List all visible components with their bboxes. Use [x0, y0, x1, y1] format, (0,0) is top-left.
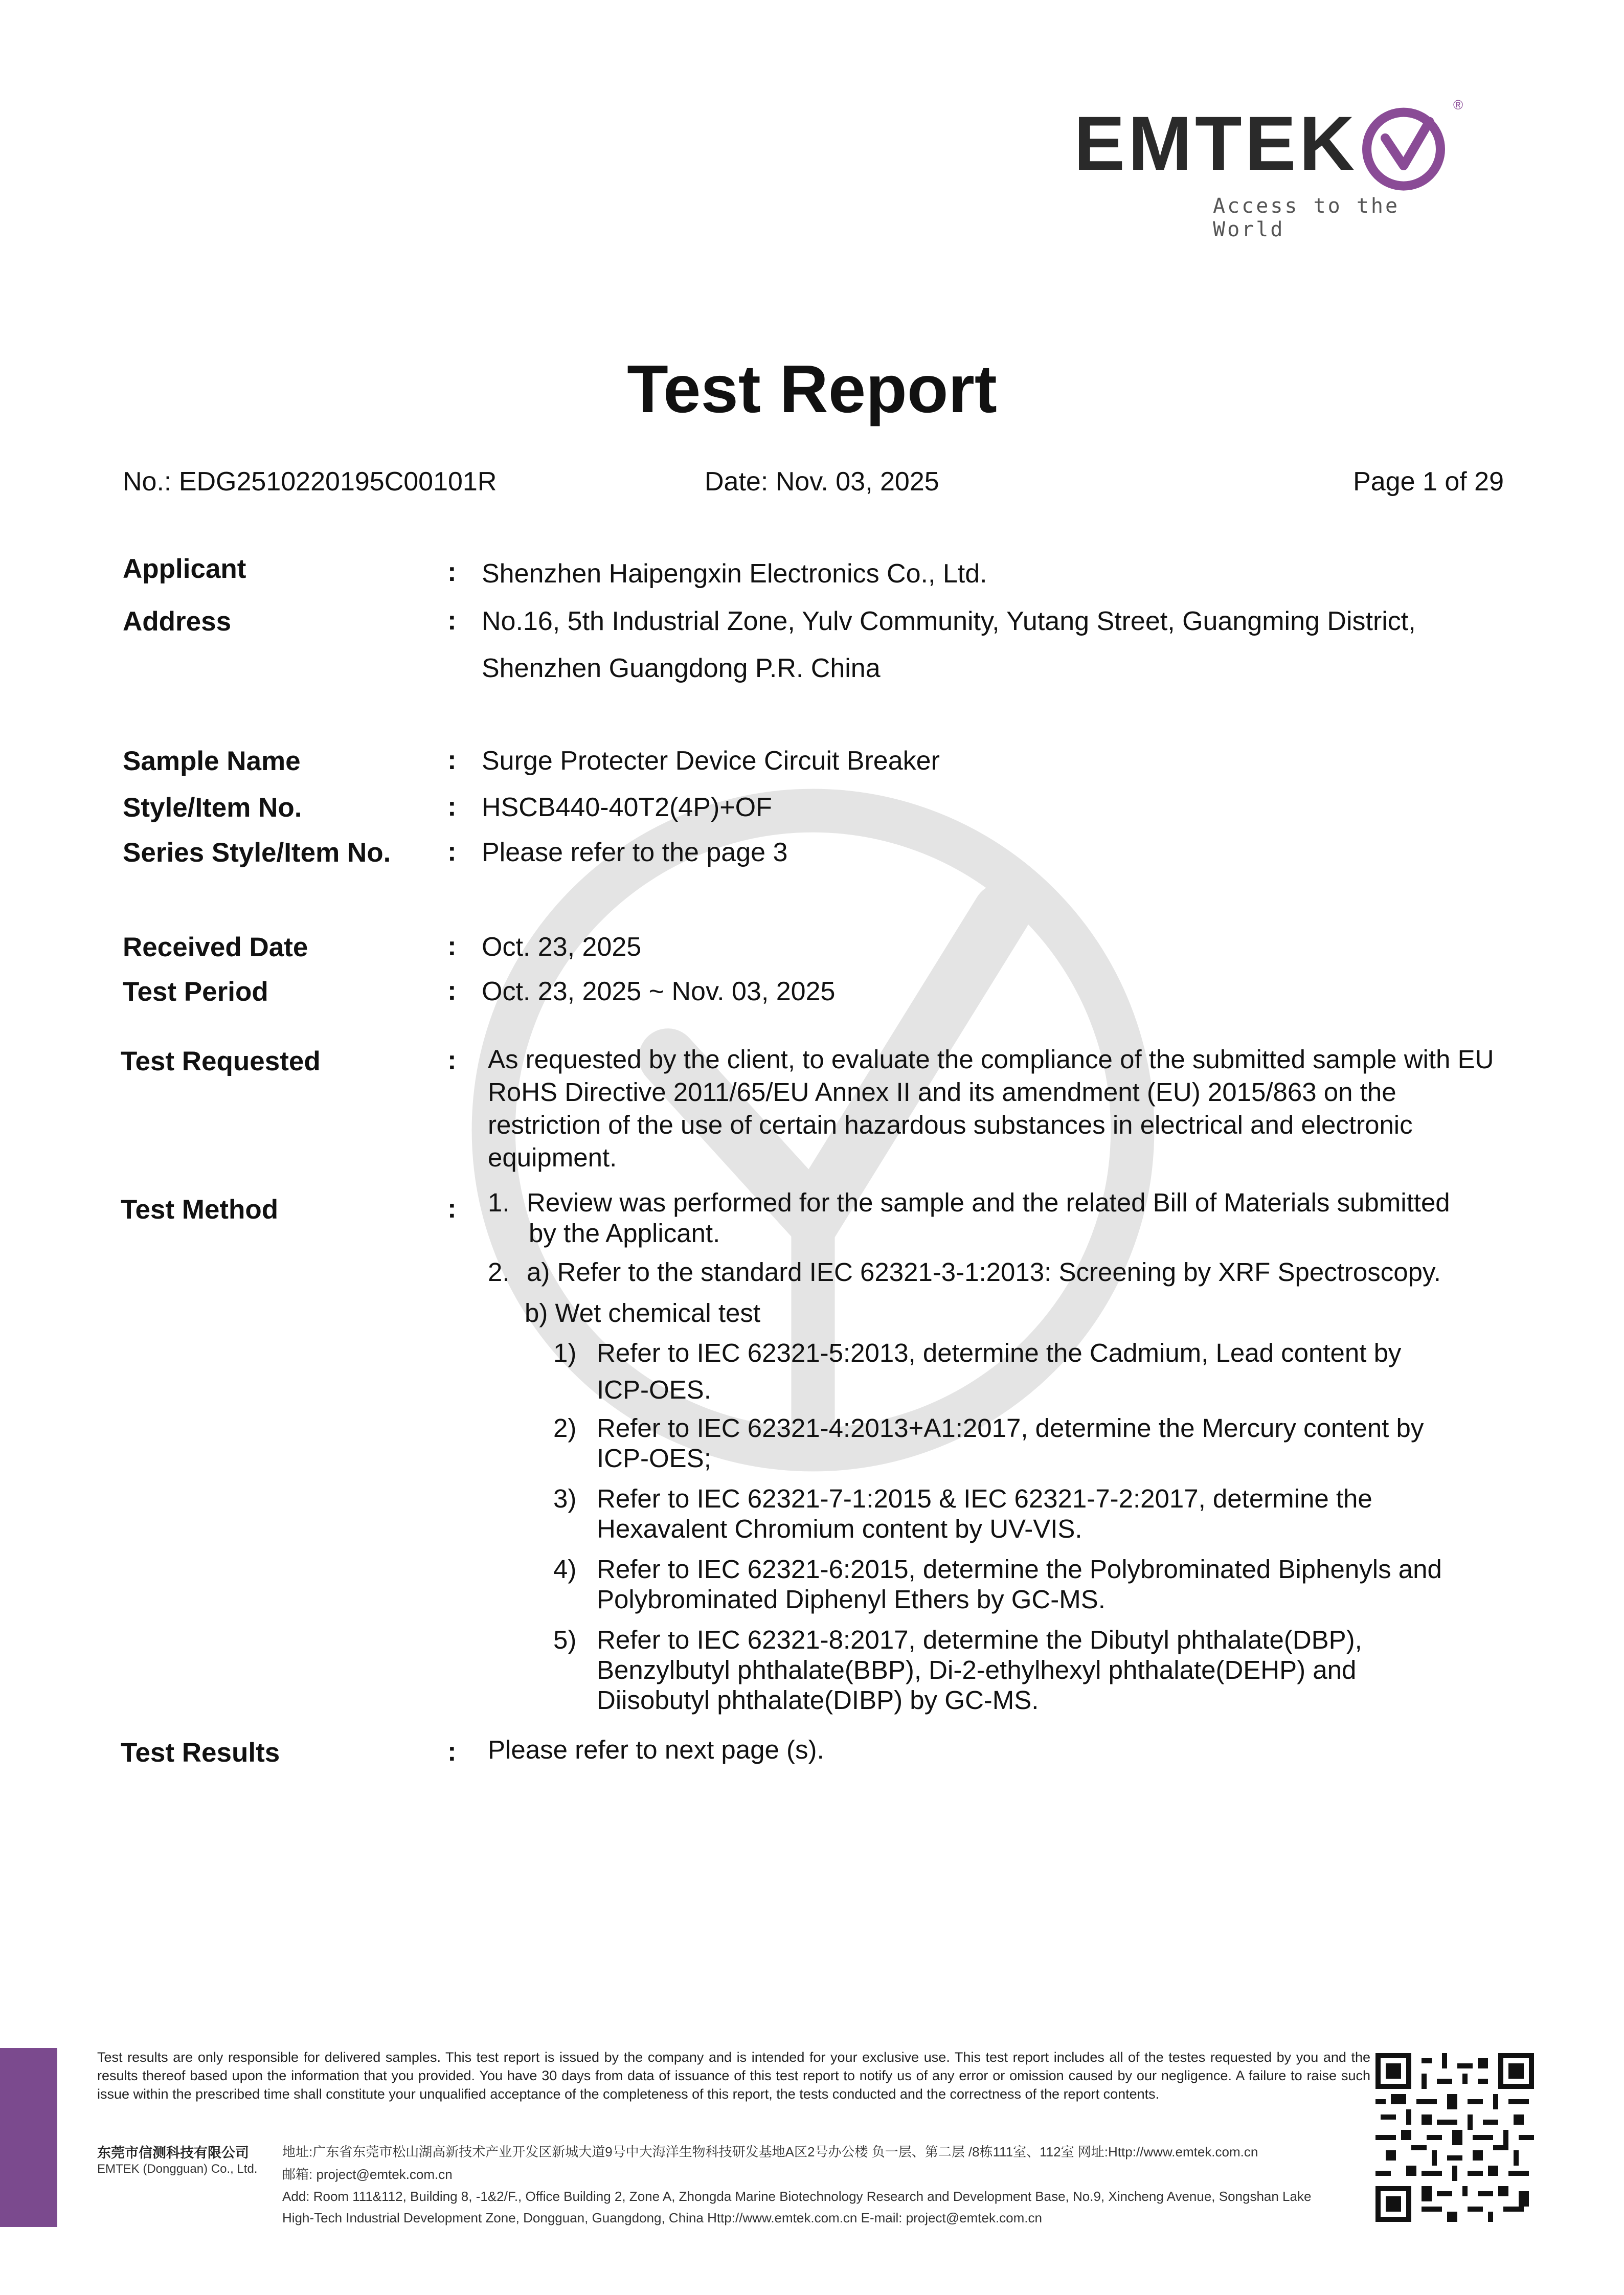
method-sub-5-line-2: Benzylbutyl phthalate(BBP), Di-2-ethylhexyl phthalate(DEHP) and — [597, 1655, 1357, 1684]
colon: : — [447, 1737, 457, 1767]
colon: : — [447, 976, 457, 1006]
logo-tagline: Access to the World — [1213, 194, 1400, 241]
method-sub-4-line-2: Polybrominated Diphenyl Ethers by GC-MS. — [597, 1585, 1106, 1614]
footer-email-cn: 邮箱: project@emtek.com.cn — [282, 2167, 453, 2182]
method-sub-5-line-1: Refer to IEC 62321-8:2017, determine the Dibutyl phthalate(DBP), — [597, 1625, 1362, 1654]
test-method-label: Test Method — [121, 1195, 279, 1225]
report-date: Date: Nov. 03, 2025 — [705, 467, 939, 497]
footer-address-en-2: High-Tech Industrial Development Zone, Dongguan, Guangdong, China Http://www.emtek.com.cn E-mail: project@emtek.com.cn — [282, 2210, 1042, 2225]
footer-disclaimer: Test results are only responsible for delivered samples. This test report is issued by the company and is intended for your exclusive use. This test report includes all of the testes requested by you and the results thereof based upon the information that you provided. You have 30 days from data of issuance of this test report to notify us of any error or omission caused by our negligence. A failure to raise such issue within the prescribed time shall constitute your unqualified acceptance of the completeness of this report, the tests conducted and the correctness of the report contents. — [97, 2050, 1370, 2102]
colon: : — [447, 931, 457, 961]
method-sub-2-number: 2) — [553, 1413, 577, 1443]
method-item-1-line-2: by the Applicant. — [529, 1219, 720, 1248]
method-sub-3-line-2: Hexavalent Chromium content by UV-VIS. — [597, 1514, 1082, 1543]
style-item-label: Style/Item No. — [123, 793, 302, 823]
logo-check-circle-icon — [1358, 101, 1450, 193]
series-style-value: Please refer to the page 3 — [482, 838, 788, 867]
method-sub-1-number: 1) — [553, 1338, 577, 1367]
report-number: No.: EDG2510220195C00101R — [123, 467, 497, 497]
colon: : — [447, 605, 457, 636]
emtek-logo — [1074, 97, 1473, 241]
style-item-value: HSCB440-40T2(4P)+OF — [482, 793, 772, 822]
report-title: Test Report — [627, 351, 997, 426]
registered-mark: ® — [1453, 97, 1463, 112]
test-requested-label: Test Requested — [121, 1046, 321, 1076]
address-label: Address — [123, 606, 232, 637]
colon: : — [447, 1194, 457, 1224]
method-sub-1-line-2: ICP-OES. — [597, 1375, 711, 1404]
colon: : — [447, 837, 457, 867]
sample-name-value: Surge Protecter Device Circuit Breaker — [482, 746, 940, 776]
footer-address-cn: 地址:广东省东莞市松山湖高新技术产业开发区新城大道9号中大海洋生物科技研发基地A区2号办公楼 负一层、第二层 /8栋111室、112室 网址:Http://www.emtek.com.cn — [282, 2144, 1258, 2159]
method-item-2-number: 2. — [488, 1257, 510, 1287]
address-line-2: Shenzhen Guangdong P.R. China — [482, 654, 881, 683]
received-date-value: Oct. 23, 2025 — [482, 932, 642, 962]
method-item-1-line-1: Review was performed for the sample and the related Bill of Materials submitted — [527, 1188, 1450, 1217]
method-sub-2-line-1: Refer to IEC 62321-4:2013+A1:2017, determine the Mercury content by — [597, 1413, 1424, 1443]
footer-accent-bar — [0, 2048, 57, 2227]
qr-code-icon — [1375, 2053, 1534, 2222]
colon: : — [447, 557, 457, 587]
page-number: Page 1 of 29 — [1353, 467, 1504, 497]
test-results-label: Test Results — [121, 1738, 280, 1768]
colon: : — [447, 792, 457, 822]
footer-address-en-1: Add: Room 111&112, Building 8, -1&2/F., Office Building 2, Zone A, Zhongda Marine Biotechnology Research and Development Base, No.9, Xincheng Avenue, Songshan Lake — [282, 2189, 1312, 2204]
method-item-2a: a) Refer to the standard IEC 62321-3-1:2013: Screening by XRF Spectroscopy. — [527, 1257, 1441, 1287]
method-sub-3-number: 3) — [553, 1484, 577, 1513]
test-requested-value: As requested by the client, to evaluate the compliance of the submitted sample with EU RoHS Directive 2011/65/EU Annex II and its amendment (EU) 2015/863 on the restriction of the use of certain hazardous substances in electrical and electronic equipment. — [488, 1045, 1494, 1172]
colon: : — [447, 745, 457, 775]
series-style-label: Series Style/Item No. — [123, 838, 391, 868]
method-sub-5-number: 5) — [553, 1625, 577, 1654]
method-sub-5-line-3: Diisobutyl phthalate(DIBP) by GC-MS. — [597, 1685, 1039, 1715]
test-results-value: Please refer to next page (s). — [488, 1735, 824, 1764]
address-line-1: No.16, 5th Industrial Zone, Yulv Community, Yutang Street, Guangming District, — [482, 606, 1416, 636]
method-sub-4-number: 4) — [553, 1555, 577, 1584]
method-item-2b: b) Wet chemical test — [525, 1298, 761, 1328]
method-sub-3-line-1: Refer to IEC 62321-7-1:2015 & IEC 62321-7-2:2017, determine the — [597, 1484, 1372, 1513]
method-sub-1-line-1: Refer to IEC 62321-5:2013, determine the Cadmium, Lead content by — [597, 1338, 1402, 1367]
logo-brand-text: EMTEK — [1074, 100, 1358, 186]
test-period-value: Oct. 23, 2025 ~ Nov. 03, 2025 — [482, 977, 836, 1006]
applicant-label: Applicant — [123, 554, 246, 584]
colon: : — [447, 1045, 457, 1075]
applicant-value: Shenzhen Haipengxin Electronics Co., Ltd. — [482, 559, 987, 589]
test-period-label: Test Period — [123, 977, 268, 1007]
received-date-label: Received Date — [123, 932, 308, 962]
method-sub-4-line-1: Refer to IEC 62321-6:2015, determine the Polybrominated Biphenyls and — [597, 1555, 1442, 1584]
sample-name-label: Sample Name — [123, 746, 301, 776]
footer-company-name-cn: 东莞市信测科技有限公司 — [97, 2145, 249, 2161]
method-item-1-number: 1. — [488, 1188, 510, 1217]
method-sub-2-line-2: ICP-OES; — [597, 1444, 711, 1473]
footer-company-name-en: EMTEK (Dongguan) Co., Ltd. — [97, 2162, 258, 2176]
